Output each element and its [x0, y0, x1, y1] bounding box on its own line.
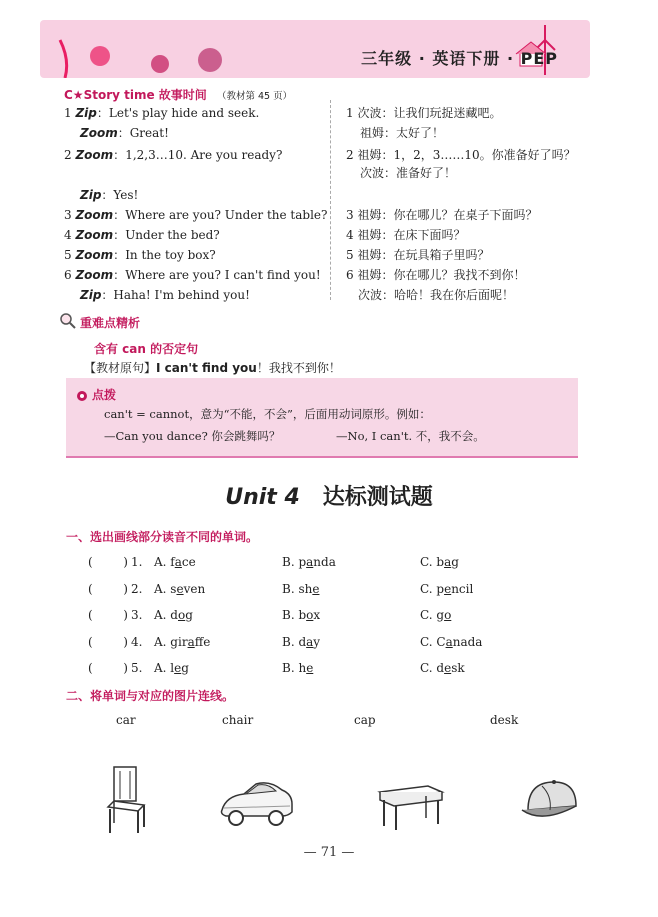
speaker: Zoom [75, 228, 114, 242]
option-text: nda [313, 555, 336, 569]
line-text: Yes! [113, 188, 139, 202]
option-c [420, 635, 482, 649]
tip-title: 点拨 [92, 388, 117, 402]
word-car[interactable]: car [116, 713, 136, 727]
underlined-letter: e [312, 581, 320, 596]
question-number: 4. [131, 634, 143, 649]
option-text: ncil [451, 581, 474, 596]
colon: ： [113, 248, 126, 262]
question-number: 1. [131, 555, 143, 569]
option-text: B. sh [282, 581, 313, 596]
answer-blank[interactable]: ( ) [88, 634, 128, 649]
header-title: 三年级 · 英语下册 · PEP [361, 49, 558, 68]
colon: ： [117, 126, 130, 140]
word-chair[interactable]: chair [222, 713, 254, 727]
underlined-letter: a [444, 555, 452, 569]
column-divider [330, 100, 331, 300]
option-text: sk [451, 661, 465, 675]
option-a [154, 608, 193, 622]
tip-line2a: —Can you dance? 你会跳舞吗？ [104, 429, 281, 443]
option-text: C. d [420, 661, 445, 675]
speaker: Zoom [80, 126, 118, 140]
part2-title: 二、将单词与对应的图片连线。 [66, 689, 235, 703]
option-text: C. C [420, 634, 446, 649]
option-b [282, 635, 320, 649]
story-zh-line: 次波：准备好了！ [360, 166, 457, 180]
option-b [282, 582, 319, 596]
line-text: Great! [129, 126, 169, 140]
car-icon [216, 780, 296, 830]
speaker: Zoom [75, 248, 114, 262]
story-en-line [64, 104, 259, 121]
cap-picture[interactable] [520, 776, 580, 828]
story-zh-line: 2 祖姆：1，2，3……10。你准备好了吗？ [346, 148, 576, 162]
underlined-letter: o [306, 608, 314, 622]
option-a [154, 555, 196, 569]
tip-line2b: —No, I can't. 不，我不会。 [336, 429, 485, 443]
original-label: 【教材原句】 [84, 361, 157, 375]
option-b [282, 608, 320, 622]
answer-blank[interactable]: ( ) [88, 581, 128, 596]
colon: ： [101, 188, 114, 202]
line-number: 6 [64, 268, 72, 282]
tip-icon [76, 387, 88, 399]
story-title [64, 86, 292, 103]
story-en-line [64, 246, 216, 263]
story-zh-line: 1 次波：让我们玩捉迷藏吧。 [346, 106, 502, 120]
option-c [420, 608, 451, 622]
option-text: C. b [420, 555, 445, 569]
word-desk[interactable]: desk [490, 713, 519, 727]
story-en-line [80, 286, 250, 303]
option-c [420, 661, 465, 675]
speaker: Zoom [75, 148, 114, 162]
desk-picture[interactable] [376, 782, 446, 832]
story-zh-line: 6 祖姆：你在哪儿？我找不到你！ [346, 268, 526, 282]
option-text: y [313, 634, 321, 649]
underlined-letter: e [174, 661, 182, 675]
line-text: Haha! I'm behind you! [113, 288, 250, 302]
story-en-line [64, 206, 327, 223]
answer-blank[interactable]: ( ) [88, 661, 128, 675]
speaker: Zip [75, 106, 97, 120]
option-text: nada [452, 634, 483, 649]
colon: ： [96, 106, 109, 120]
option-a [154, 635, 210, 649]
keypoint-title: 重难点精析 [80, 316, 141, 330]
story-title-text: C★Story time 故事时间 [64, 88, 207, 102]
keypoint-original [84, 359, 341, 376]
unit-heading [0, 480, 658, 511]
question-number: 3. [131, 608, 143, 622]
colon: ： [101, 288, 114, 302]
answer-blank[interactable]: ( ) [88, 608, 128, 622]
option-b [282, 555, 336, 569]
option-text: A. gir [154, 634, 188, 649]
chair-icon [100, 765, 160, 835]
option-c [420, 555, 459, 569]
line-text: Under the bed? [125, 228, 220, 242]
option-text: g [185, 608, 193, 622]
speaker: Zoom [75, 268, 114, 282]
line-text: In the toy box? [125, 248, 216, 262]
option-text: g [181, 661, 189, 675]
line-number: 3 [64, 208, 72, 222]
line-text: Let's play hide and seek. [108, 106, 260, 120]
question-number: 2. [131, 581, 143, 596]
speaker: Zip [80, 288, 102, 302]
story-en-line [80, 124, 169, 141]
cap-icon [520, 776, 580, 828]
colon: ： [113, 228, 126, 242]
story-zh-line: 4 祖姆：在床下面吗？ [346, 228, 466, 242]
option-b [282, 661, 313, 675]
story-zh-line: 3 祖姆：你在哪儿？在桌子下面吗？ [346, 208, 538, 222]
story-en-line [64, 266, 321, 283]
line-text: Where are you? I can't find you! [125, 268, 321, 282]
colon: ： [113, 148, 126, 162]
option-text: x [313, 608, 321, 622]
option-text: ffe [194, 634, 211, 649]
speaker: Zoom [75, 208, 114, 222]
line-number: 1 [64, 106, 72, 120]
underlined-letter: a [174, 555, 182, 569]
story-zh-line: 5 祖姆：在玩具箱子里吗？ [346, 248, 490, 262]
option-text: A. f [154, 555, 175, 569]
underlined-letter: e [176, 581, 184, 596]
underlined-letter: e [444, 581, 452, 596]
option-text: C. p [420, 581, 445, 596]
line-number: 4 [64, 228, 72, 242]
option-text: B. d [282, 634, 307, 649]
original-zh: ！我找不到你！ [256, 361, 341, 375]
question-number: 5. [131, 661, 143, 675]
option-text: C. g [420, 608, 445, 622]
line-number: 2 [64, 148, 72, 162]
colon: ： [113, 208, 126, 222]
tip-line1: can't = cannot，意为“不能，不会”，后面用动词原形。例如： [104, 407, 431, 421]
option-text: A. s [154, 581, 177, 596]
keypoint-subtitle: 含有 can 的否定句 [94, 342, 199, 356]
speaker: Zip [80, 188, 102, 202]
underlined-letter: a [306, 555, 314, 569]
option-text: ce [181, 555, 196, 569]
magnifier-icon [60, 313, 76, 329]
unit-title: 达标测试题 [322, 484, 433, 510]
story-en-line [80, 186, 138, 203]
page-number: — 71 — [303, 845, 355, 860]
option-c [420, 582, 473, 596]
option-text: B. p [282, 555, 307, 569]
story-zh-line: 祖姆：太好了！ [360, 126, 445, 140]
answer-blank[interactable]: ( ) [88, 555, 128, 569]
option-text: A. d [154, 608, 178, 622]
option-text: g [451, 555, 459, 569]
story-ref: （教材第 45 页） [216, 91, 293, 102]
word-cap[interactable]: cap [354, 713, 376, 727]
unit-name: Unit 4 [225, 485, 300, 510]
option-a [154, 661, 189, 675]
original-en: I can't find you [156, 361, 257, 375]
car-picture[interactable] [216, 780, 296, 830]
desk-icon [376, 782, 446, 832]
underlined-letter: e [444, 661, 452, 675]
line-text: Where are you? Under the table? [125, 208, 328, 222]
option-text: B. h [282, 661, 307, 675]
underlined-letter: o [177, 608, 186, 622]
story-en-line [64, 146, 282, 163]
chair-picture[interactable] [100, 765, 160, 835]
underlined-letter: e [306, 661, 314, 675]
line-text: 1,2,3…10. Are you ready? [125, 148, 283, 162]
underlined-letter: a [187, 634, 195, 649]
colon: ： [113, 268, 126, 282]
story-zh-line: 次波：哈哈！我在你后面呢！ [358, 288, 515, 302]
part1-title: 一、选出画线部分读音不同的单词。 [66, 530, 259, 544]
underlined-letter: o [444, 608, 452, 622]
option-text: B. b [282, 608, 307, 622]
underlined-letter: a [306, 634, 314, 649]
option-text: ven [183, 581, 206, 596]
story-en-line [64, 226, 220, 243]
option-text: A. l [154, 661, 175, 675]
underlined-letter: a [445, 634, 453, 649]
option-a [154, 582, 205, 596]
line-number: 5 [64, 248, 72, 262]
